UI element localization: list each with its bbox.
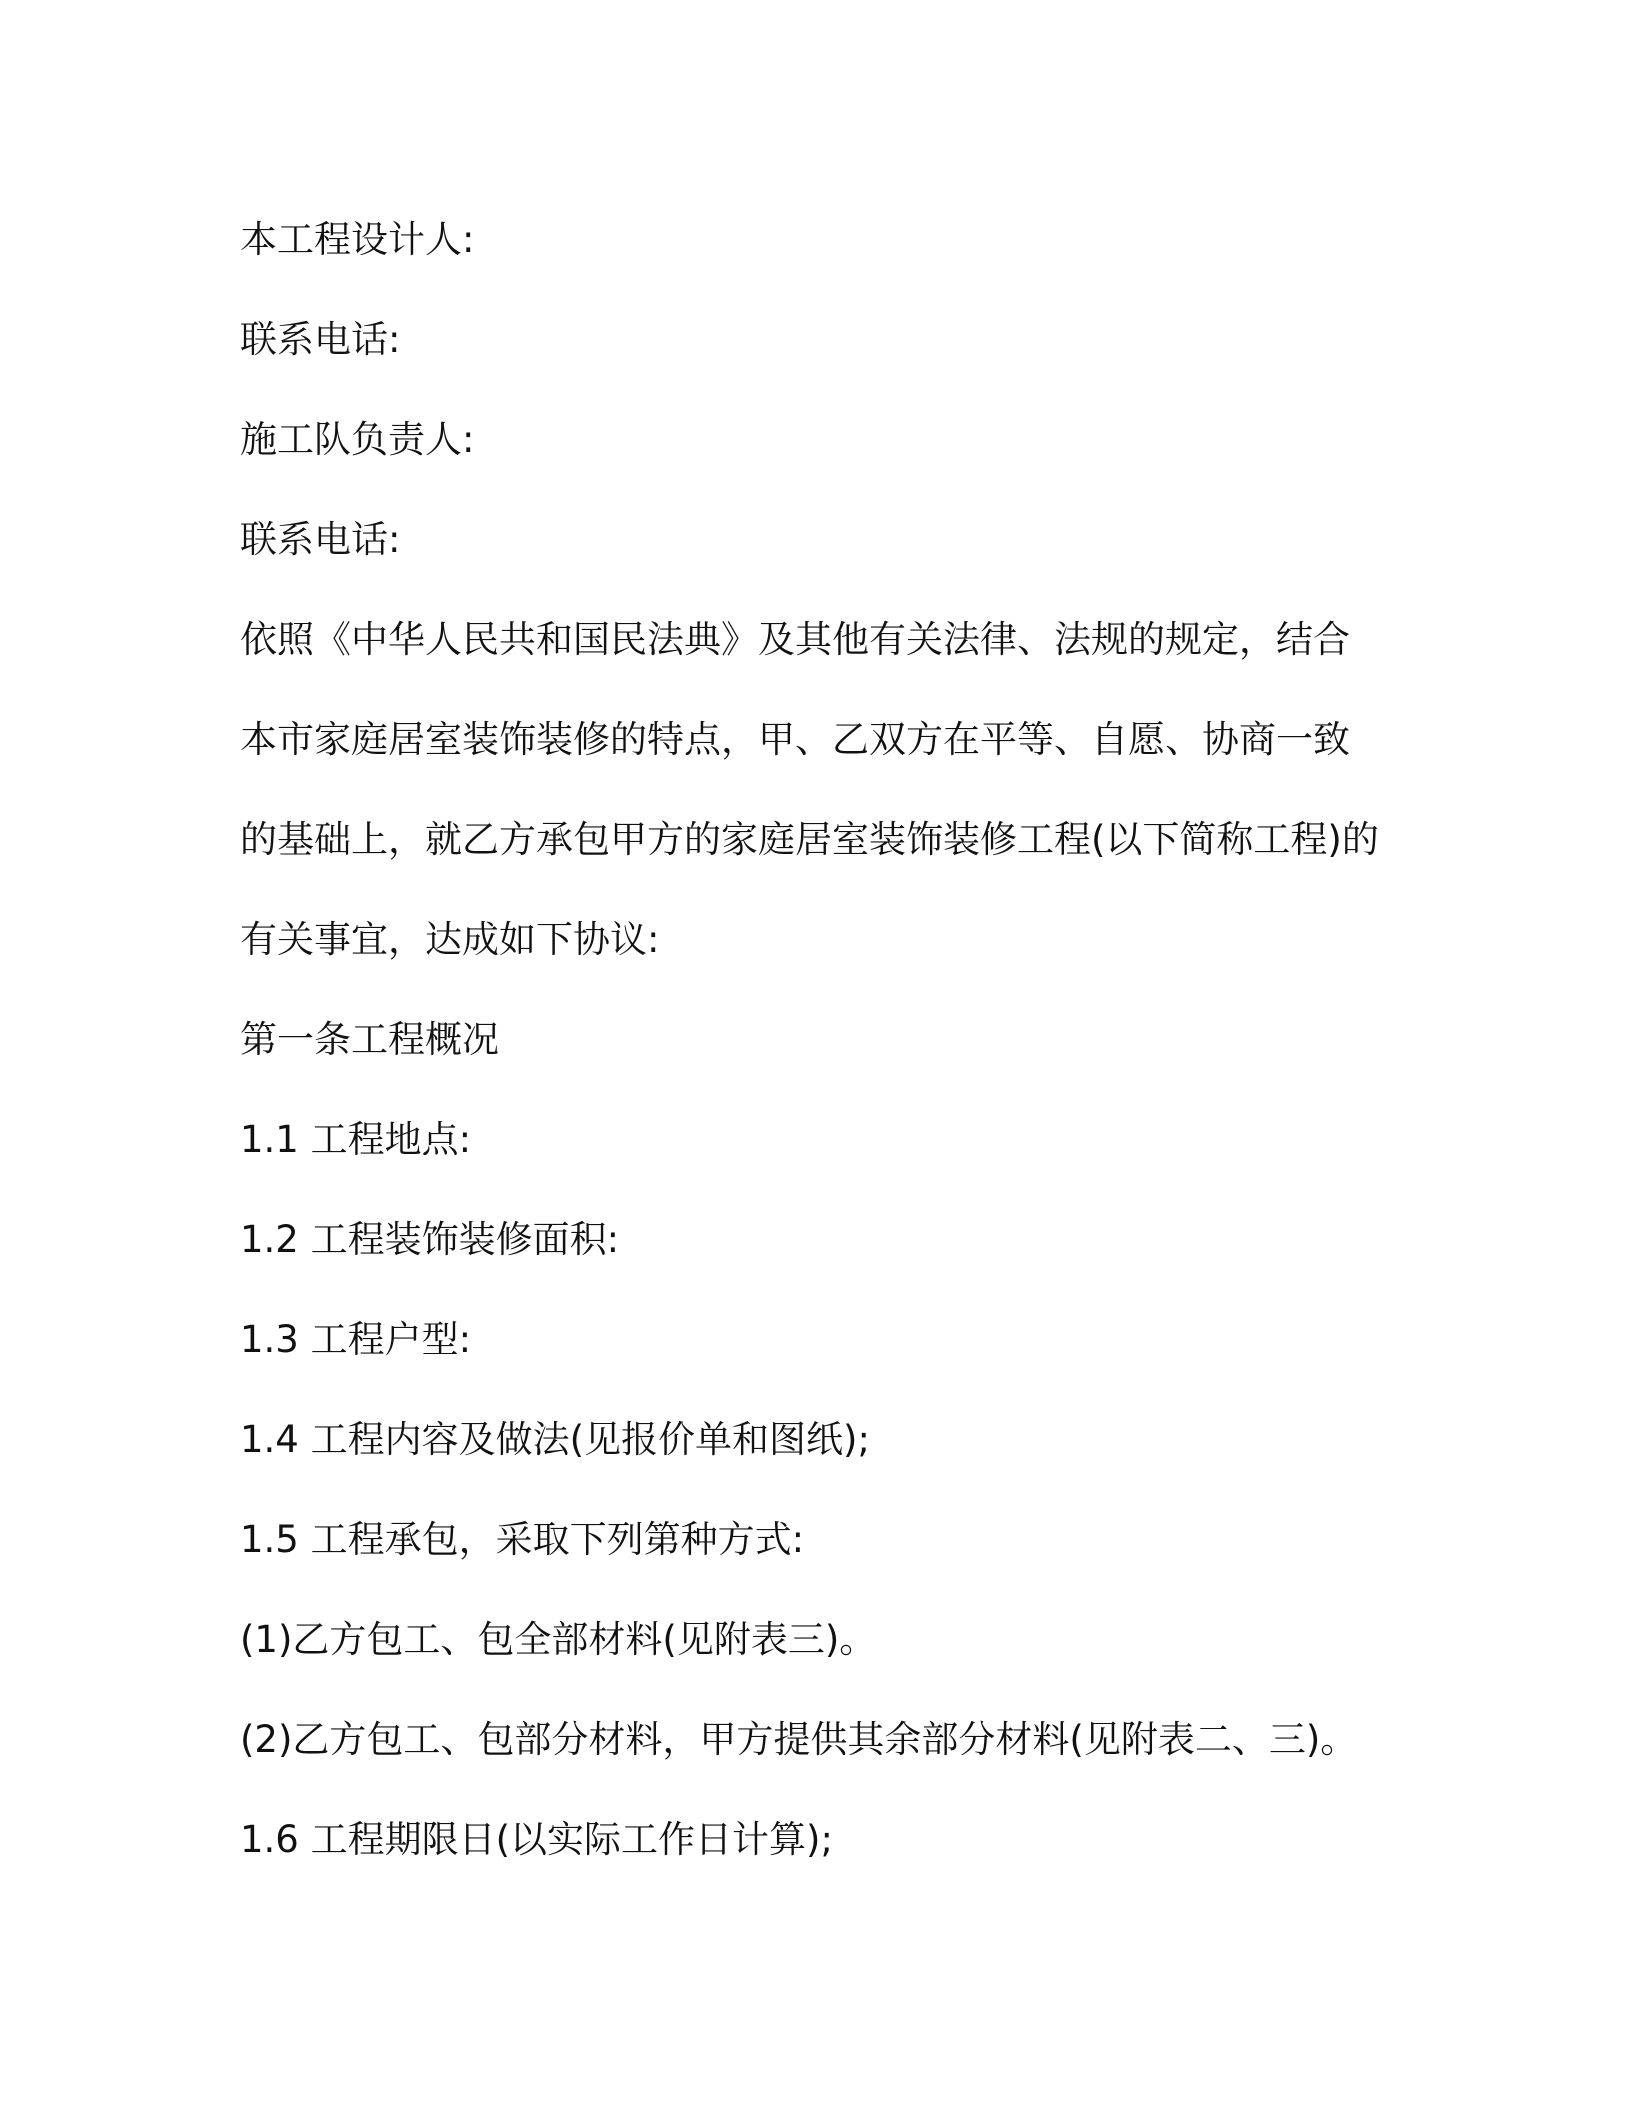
clause-1-6: 1.6 工程期限日(以实际工作日计算); <box>240 1818 833 1861</box>
preamble-line-1: 依照《中华人民共和国民法典》及其他有关法律、法规的规定，结合 <box>240 618 1350 661</box>
designer-label: 本工程设计人: <box>240 218 475 261</box>
preamble-line-2: 本市家庭居室装饰装修的特点，甲、乙双方在平等、自愿、协商一致 <box>240 718 1350 761</box>
designer-phone-label: 联系电话: <box>240 318 401 361</box>
preamble-line-4: 有关事宜，达成如下协议: <box>240 918 660 961</box>
clause-1-3: 1.3 工程户型: <box>240 1318 472 1361</box>
document-body <box>240 190 1420 1890</box>
clause-1-5-option-2: (2)乙方包工、包部分材料，甲方提供其余部分材料(见附表二、三)。 <box>240 1718 1358 1761</box>
clause-1-2: 1.2 工程装饰装修面积: <box>240 1218 620 1261</box>
article-1-heading: 第一条工程概况 <box>240 1018 499 1061</box>
clause-1-5-option-1: (1)乙方包工、包全部材料(见附表三)。 <box>240 1618 877 1661</box>
crew-leader-label: 施工队负责人: <box>240 418 475 461</box>
crew-phone-label: 联系电话: <box>240 518 401 561</box>
clause-1-4: 1.4 工程内容及做法(见报价单和图纸); <box>240 1418 870 1461</box>
clause-1-1: 1.1 工程地点: <box>240 1118 472 1161</box>
preamble-line-3: 的基础上，就乙方承包甲方的家庭居室装饰装修工程(以下简称工程)的 <box>240 818 1379 861</box>
clause-1-5: 1.5 工程承包，采取下列第种方式: <box>240 1518 805 1561</box>
